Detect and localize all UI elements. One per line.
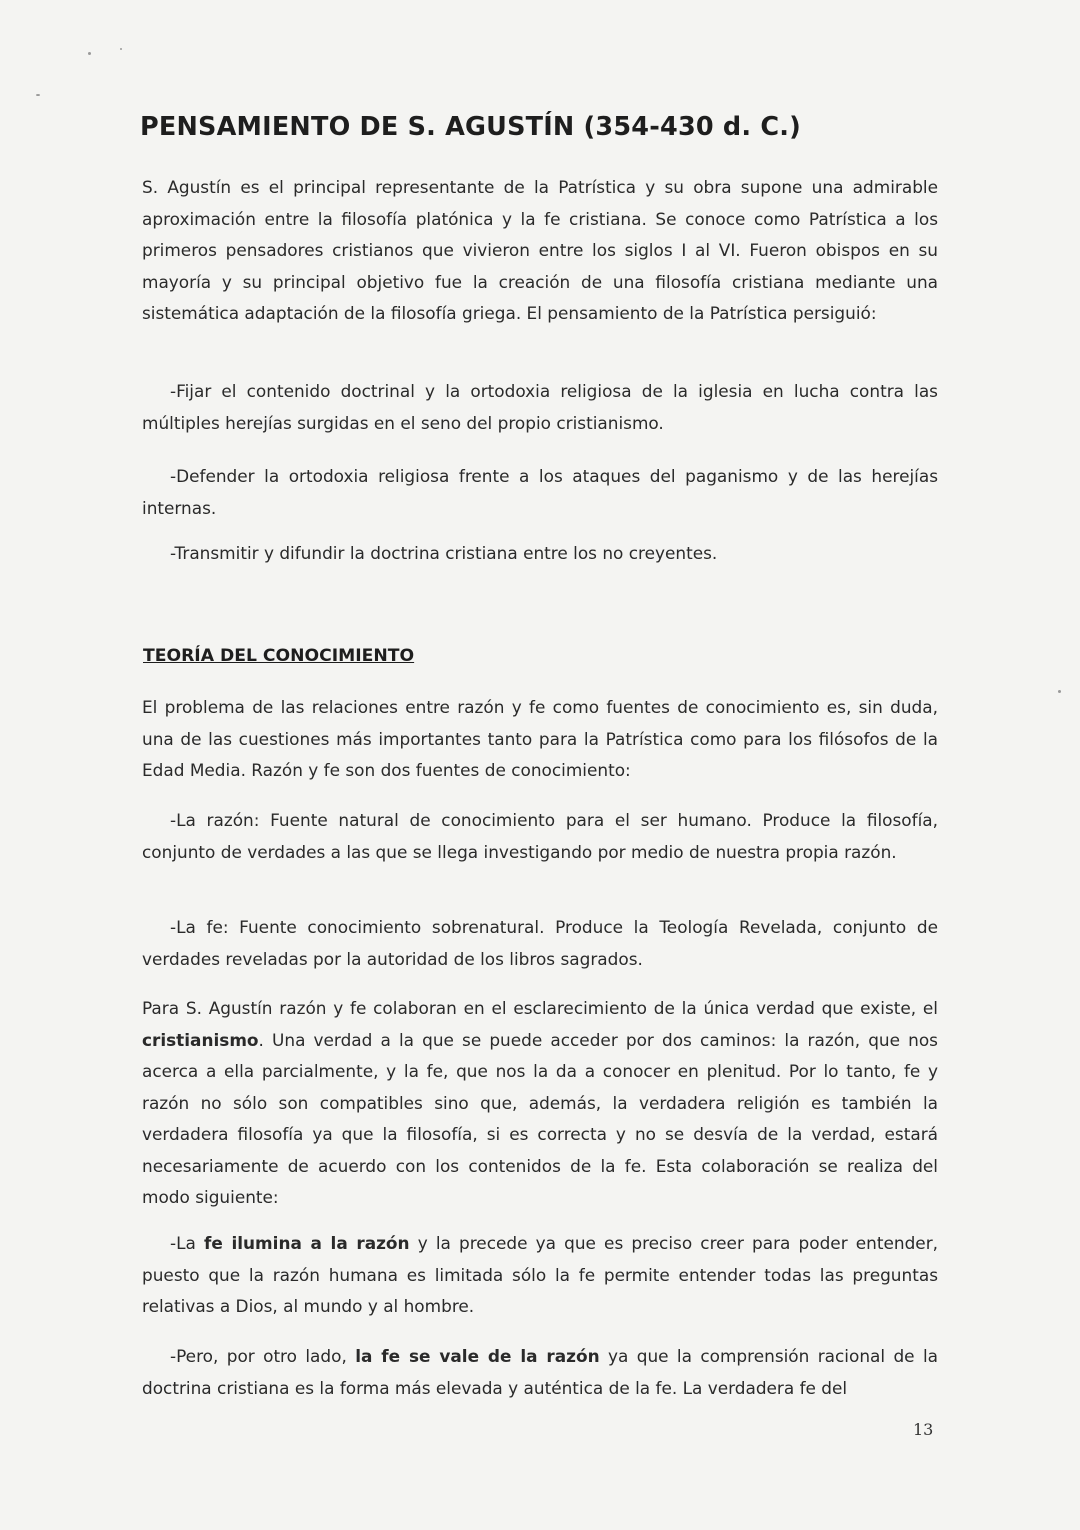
intro-text: S. Agustín es el principal representante de la Patrística y su obra supone una admirable aproximación entre la filosofía platónica y la fe cristiana. Se conoce como Patrística a los primeros pensadores cristianos que vivieron entre los siglos I al VI. Fueron obispos en su mayoría y su principal objetivo fue la creación de una filosofía cristiana mediante una sistemática adaptación de la filosofía griega. El pensamiento de la Patrística persiguió: — [142, 177, 938, 323]
agustin-text-part1: Para S. Agustín razón y fe colaboran en el esclarecimiento de la única verdad que existe, el — [142, 998, 938, 1018]
goal-text: -Defender la ortodoxia religiosa frente a los ataques del paganismo y de las herejías internas. — [142, 466, 938, 518]
section-heading: TEORÍA DEL CONOCIMIENTO — [143, 646, 415, 666]
goal-text: -Transmitir y difundir la doctrina cristiana entre los no creyentes. — [170, 543, 718, 563]
agustin-text-part2: . Una verdad a la que se puede acceder por dos caminos: la razón, que nos acerca a ella parcialmente, y la fe, que nos la da a conocer en plenitud. Por lo tanto, fe y razón no sólo son compatibles sino que, además, la verdadera religión es también la verdadera filosofía ya que la filosofía, si es correcta y no se desvía de la verdad, estará necesariamente de acuerdo con los contenidos de la fe. Esta colaboración se realiza del modo siguiente: — [142, 1029, 938, 1207]
section-intro-text: El problema de las relaciones entre razón y fe como fuentes de conocimiento es, sin duda, una de las cuestiones más importantes tanto para la Patrística como para los filósofos de la Edad Media. Razón y fe son dos fuentes de conocimiento: — [142, 697, 938, 780]
source-item — [142, 912, 938, 975]
goal-item — [142, 538, 938, 570]
collab2-emphasis: la fe se vale de la razón — [355, 1346, 600, 1366]
collaboration-text — [142, 1228, 938, 1323]
intro-paragraph — [142, 172, 938, 330]
goal-text: -Fijar el contenido doctrinal y la ortodoxia religiosa de la iglesia en lucha contra las múltiples herejías surgidas en el seno del propio cristianismo. — [142, 381, 938, 433]
source-text: -La razón: Fuente natural de conocimiento para el ser humano. Produce la filosofía, conjunto de verdades a las que se llega investigando por medio de nuestra propia razón. — [142, 810, 938, 862]
goal-item — [142, 376, 938, 439]
goal-item — [142, 461, 938, 524]
scan-speck — [1058, 690, 1061, 693]
page-number: 13 — [913, 1420, 934, 1439]
scan-speck — [120, 48, 122, 50]
page-title: PENSAMIENTO DE S. AGUSTÍN (354-430 d. C.) — [140, 112, 802, 142]
collaboration-text — [142, 1341, 938, 1404]
collab1-pre: -La — [170, 1233, 204, 1253]
source-text: -La fe: Fuente conocimiento sobrenatural. Produce la Teología Revelada, conjunto de verdades reveladas por la autoridad de los libros sagrados. — [142, 917, 938, 969]
collab2-post: ya que la comprensión racional de la doctrina cristiana es la forma más elevada y auténtica de la fe. La verdadera fe del — [142, 1346, 938, 1398]
agustin-text — [142, 993, 938, 1214]
source-item — [142, 805, 938, 868]
collab1-emphasis: fe ilumina a la razón — [204, 1233, 410, 1253]
collaboration-item — [142, 1341, 938, 1404]
collab1-post: y la precede ya que es preciso creer para poder entender, puesto que la razón humana es limitada sólo la fe permite entender todas las preguntas relativas a Dios, al mundo y al hombre. — [142, 1233, 939, 1316]
section-intro-paragraph — [142, 692, 938, 787]
collab2-pre: -Pero, por otro lado, — [170, 1346, 356, 1366]
agustin-paragraph — [142, 993, 938, 1214]
collaboration-item — [142, 1228, 938, 1323]
scan-speck — [88, 52, 91, 55]
cristianismo-emphasis: cristianismo — [142, 1029, 259, 1050]
scan-speck — [36, 94, 40, 96]
